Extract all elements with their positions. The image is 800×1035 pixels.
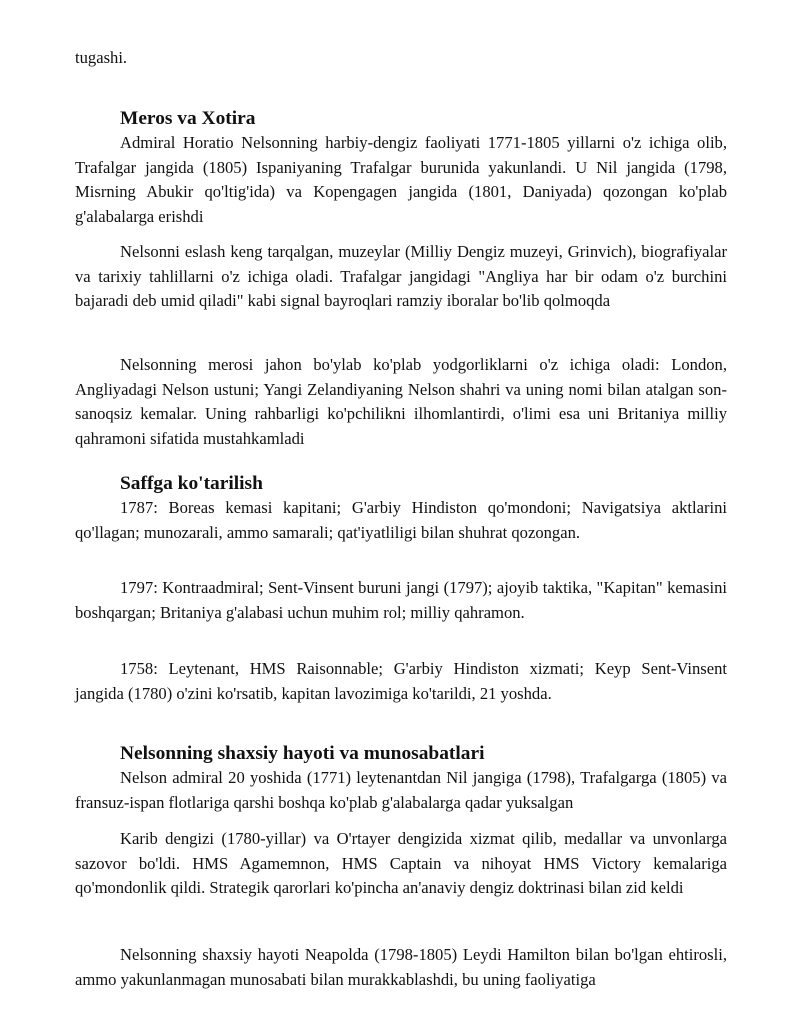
paragraph-meros-1: Admiral Horatio Nelsonning harbiy-dengiz faoliyati 1771-1805 yillarni o'z ichiga olib, Trafalgar jangida (1805) Ispaniyaning Trafalgar burunida yakunlandi. U Nil jangida (1798, Misrning Abukir qo'ltig'ida) va Kopengagen jangida (1801, Daniyada) qozongan ko'plab g'alabalarga erishdi bbox=[75, 133, 727, 226]
continued-text-fragment: tugashi. bbox=[75, 48, 128, 67]
paragraph-shaxsiy-2: Karib dengizi (1780-yillar) va O'rtayer dengizida xizmat qilib, medallar va unvonlarga sazovor bo'ldi. HMS Agamemnon, HMS Captain va nihoyat HMS Victory kemalariga qo'mondonlik qildi. Strategik qarorlari ko'pincha an'anaviy dengiz doktrinasi bilan zid keldi bbox=[75, 829, 727, 898]
section-heading-shaxsiy-hayot: Nelsonning shaxsiy hayoti va munosabatlari bbox=[120, 743, 485, 764]
paragraph-shaxsiy-1: Nelson admiral 20 yoshida (1771) leytenantdan Nil jangiga (1798), Trafalgarga (1805) va fransuz-ispan flotlariga qarshi boshqa ko'plab g'alabalarga qadar yuksalgan bbox=[75, 768, 727, 812]
paragraph-saffga-3: 1758: Leytenant, HMS Raisonnable; G'arbiy Hindiston xizmati; Keyp Sent-Vinsent jangida (1780) o'zini ko'rsatib, kapitan lavozimiga ko'tarildi, 21 yoshda. bbox=[75, 659, 727, 703]
paragraph-meros-3: Nelsonning merosi jahon bo'ylab ko'plab yodgorliklarni o'z ichiga oladi: London, Angliyadagi Nelson ustuni; Yangi Zelandiyaning Nelson shahri va uning nomi bilan atalgan son-sanoqsiz kemalar. Uning rahbarligi ko'pchilikni ilhomlantirdi, o'limi esa uni Britaniya milliy qahramoni sifatida mustahkamladi bbox=[75, 355, 727, 448]
paragraph-meros-2: Nelsonni eslash keng tarqalgan, muzeylar (Milliy Dengiz muzeyi, Grinvich), biografiyalar va tarixiy tahlillarni o'z ichiga oladi. Trafalgar jangidagi "Angliya har bir odam o'z burchini bajaradi deb umid qiladi" kabi signal bayroqlari ramziy iboralar bo'lib qolmoqda bbox=[75, 242, 727, 311]
section-heading-meros: Meros va Xotira bbox=[120, 108, 256, 129]
paragraph-shaxsiy-3: Nelsonning shaxsiy hayoti Neapolda (1798-1805) Leydi Hamilton bilan bo'lgan ehtirosli, ammo yakunlanmagan munosabati bilan murakkablashdi, bu uning faoliyatiga bbox=[75, 945, 727, 989]
paragraph-saffga-2: 1797: Kontraadmiral; Sent-Vinsent buruni jangi (1797); ajoyib taktika, "Kapitan" kemasini boshqargan; Britaniya g'alabasi uchun muhim rol; milliy qahramon. bbox=[75, 578, 727, 622]
section-heading-saffga: Saffga ko'tarilish bbox=[120, 473, 263, 494]
paragraph-saffga-1: 1787: Boreas kemasi kapitani; G'arbiy Hindiston qo'mondoni; Navigatsiya aktlarini qo'llagan; munozarali, ammo samarali; qat'iyatliligi bilan shuhrat qozongan. bbox=[75, 498, 727, 542]
